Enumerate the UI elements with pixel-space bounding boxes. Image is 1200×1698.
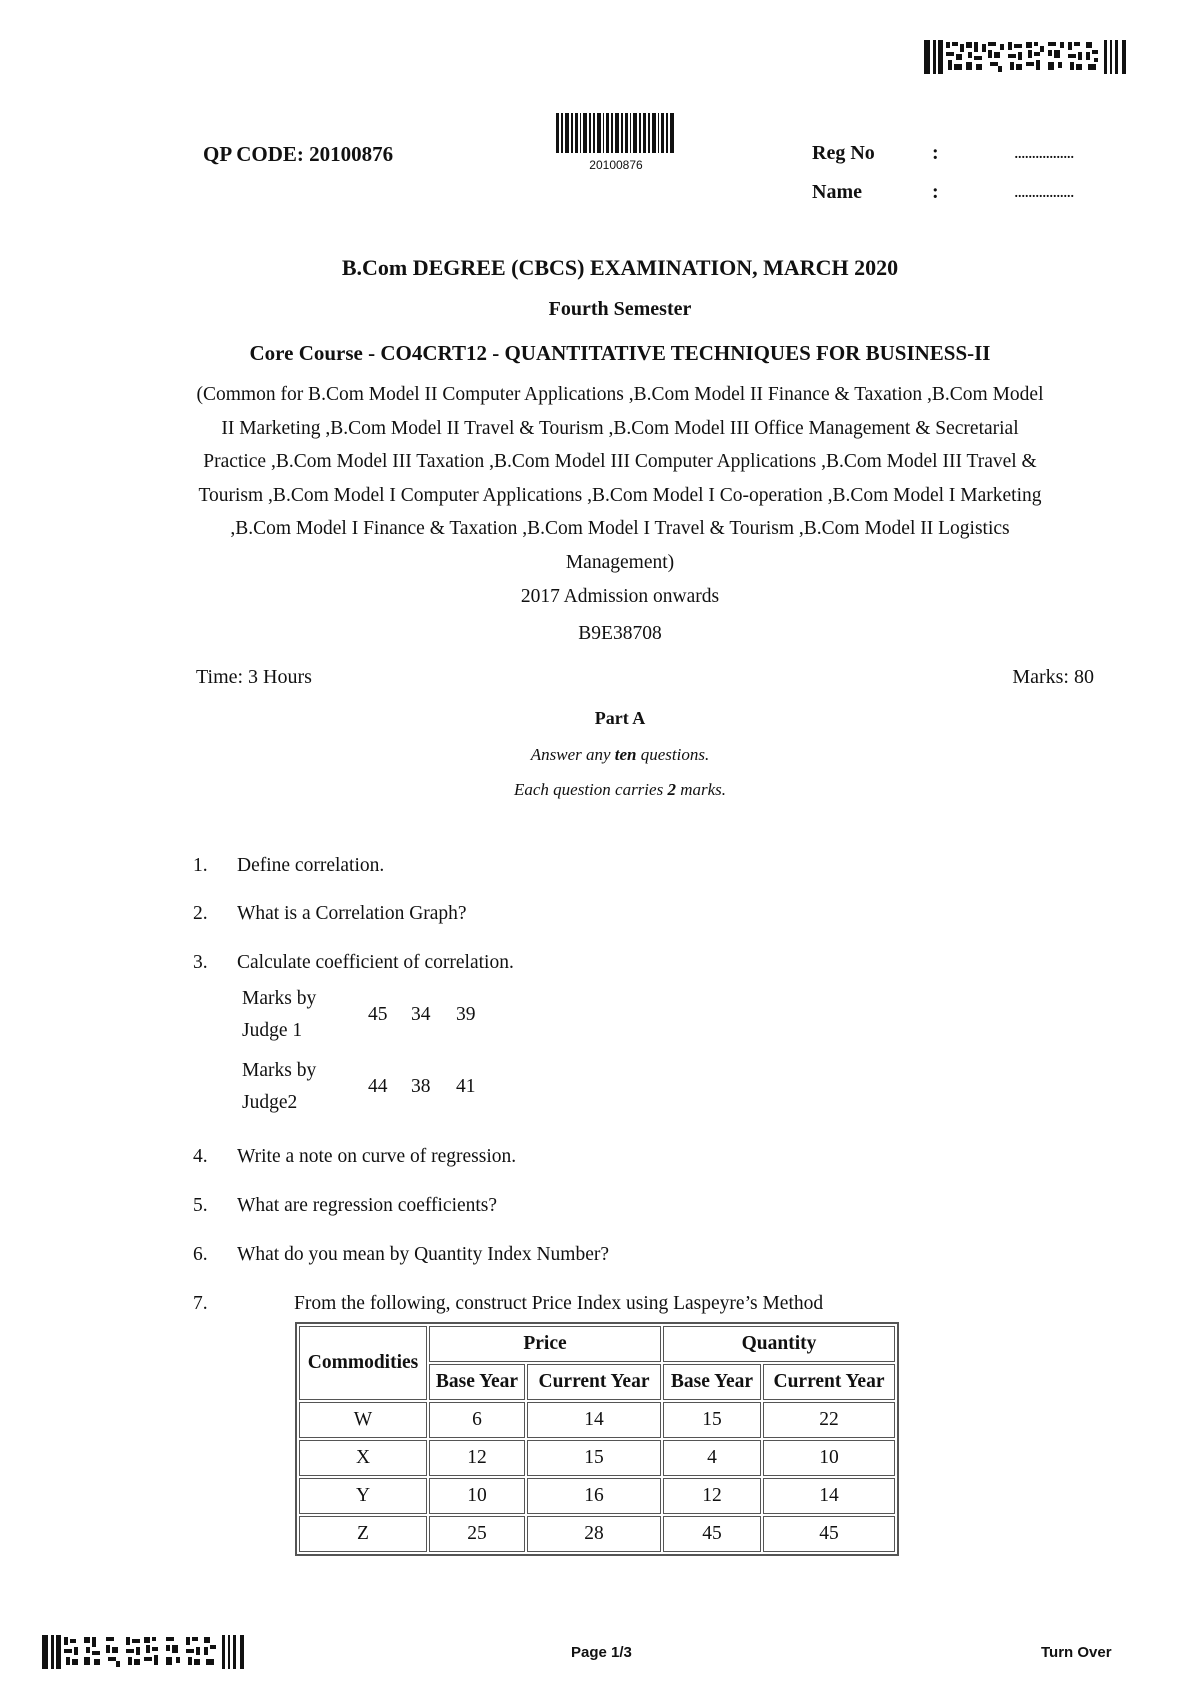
table-cell: 45	[763, 1516, 895, 1552]
turn-over: Turn Over	[1041, 1644, 1112, 1661]
question-number: 7.	[193, 1293, 208, 1314]
course-title: Core Course - CO4CRT12 - QUANTITATIVE TECHNIQUES FOR BUSINESS-II	[249, 341, 991, 365]
instruction-bold: 2	[667, 780, 676, 799]
paper-code: B9E38708	[578, 623, 662, 644]
time-allowed: Time: 3 Hours	[196, 666, 312, 688]
page-number: Page 1/3	[571, 1644, 632, 1661]
table-row	[299, 1478, 895, 1514]
label-line: Marks by	[242, 988, 317, 1009]
question-text: Calculate coefficient of correlation.	[237, 952, 514, 973]
question-text: What do you mean by Quantity Index Number?	[237, 1244, 610, 1265]
header-current-year: Current Year	[763, 1364, 895, 1400]
common-for-line: Management)	[565, 551, 675, 573]
table-cell: 14	[763, 1478, 895, 1514]
table-cell: 12	[429, 1440, 525, 1476]
table-cell: 6	[429, 1402, 525, 1438]
question-text: What are regression coefficients?	[237, 1195, 498, 1216]
table-cell: 28	[527, 1516, 661, 1552]
marks-cell: 39	[456, 1004, 476, 1025]
top-right-barcode	[924, 40, 1128, 74]
header-base-year: Base Year	[429, 1364, 525, 1400]
question-number: 6.	[193, 1244, 208, 1265]
instruction-text: Each question carries	[513, 780, 668, 799]
marks-cell: 44	[368, 1076, 388, 1097]
table-cell: 25	[429, 1516, 525, 1552]
reg-no-value: .................	[1014, 142, 1074, 162]
table-cell: W	[299, 1402, 427, 1438]
table-cell: 15	[527, 1440, 661, 1476]
table-cell: Z	[299, 1516, 427, 1552]
header-current-year: Current Year	[527, 1364, 661, 1400]
instruction-text: Answer any	[530, 745, 615, 764]
instruction-text: marks.	[675, 780, 726, 799]
common-for-line: ,B.Com Model I Finance & Taxation ,B.Com Model I Travel & Tourism ,B.Com Model II Logistics	[230, 518, 1010, 539]
exam-title: B.Com DEGREE (CBCS) EXAMINATION, MARCH 2020	[341, 255, 899, 280]
question-number: 1.	[193, 855, 208, 876]
question-number: 4.	[193, 1146, 208, 1167]
common-for	[150, 378, 1090, 579]
table-row	[299, 1516, 895, 1552]
table-row	[299, 1440, 895, 1476]
common-for-line: Practice ,B.Com Model III Taxation ,B.Com Model III Computer Applications ,B.Com Model III Travel &	[203, 451, 1037, 472]
admission: 2017 Admission onwards	[520, 586, 720, 607]
reg-no-label: Reg No	[812, 142, 875, 164]
name-value: .................	[1014, 181, 1074, 201]
table-cell: X	[299, 1440, 427, 1476]
table-cell: 15	[663, 1402, 761, 1438]
table-cell: 45	[663, 1516, 761, 1552]
header-base-year: Base Year	[663, 1364, 761, 1400]
table-row	[299, 1402, 895, 1438]
qp-code: QP CODE: 20100876	[203, 142, 394, 166]
table-cell: 10	[429, 1478, 525, 1514]
instruction-2	[150, 780, 1090, 800]
common-for-line: II Marketing ,B.Com Model II Travel & Tourism ,B.Com Model III Office Management & Secretarial	[221, 417, 1019, 439]
instruction-text: questions.	[636, 745, 710, 764]
question-number: 2.	[193, 903, 208, 924]
common-for-line: (Common for B.Com Model II Computer Applications ,B.Com Model II Finance & Taxation ,B.Com Model	[196, 384, 1044, 405]
header-quantity: Quantity	[663, 1326, 895, 1362]
table-cell: 16	[527, 1478, 661, 1514]
name-label: Name	[812, 181, 862, 203]
instruction-1	[150, 745, 1090, 765]
bottom-left-barcode	[42, 1635, 246, 1669]
label-line: Judge 1	[242, 1020, 303, 1041]
part-heading: Part A	[594, 708, 646, 728]
total-marks: Marks: 80	[1012, 666, 1094, 688]
table-cell: 22	[763, 1402, 895, 1438]
marks-row-label	[242, 1055, 342, 1119]
question-text: From the following, construct Price Index using Laspeyre’s Method	[294, 1293, 824, 1314]
marks-cell: 45	[368, 1004, 388, 1025]
table-header-row	[299, 1326, 895, 1362]
table-cell: 14	[527, 1402, 661, 1438]
semester: Fourth Semester	[548, 298, 692, 320]
qp-barcode-number: 20100876	[589, 158, 643, 172]
marks-cell: 41	[456, 1076, 476, 1097]
question-text: Write a note on curve of regression.	[237, 1146, 517, 1167]
qp-barcode	[556, 113, 676, 153]
table-cell: 10	[763, 1440, 895, 1476]
label-line: Marks by	[242, 1060, 317, 1081]
header-price: Price	[429, 1326, 661, 1362]
table-cell: 4	[663, 1440, 761, 1476]
marks-row-label	[242, 983, 342, 1047]
marks-cell: 38	[411, 1076, 431, 1097]
table-cell: Y	[299, 1478, 427, 1514]
question-text: What is a Correlation Graph?	[237, 903, 467, 924]
question-number: 3.	[193, 952, 208, 973]
question-text: Define correlation.	[237, 855, 385, 876]
price-quantity-table	[295, 1322, 899, 1556]
instruction-bold: ten	[614, 745, 637, 764]
marks-cell: 34	[411, 1004, 431, 1025]
reg-no-colon: :	[932, 142, 939, 164]
table-cell: 12	[663, 1478, 761, 1514]
header-commodities: Commodities	[299, 1326, 427, 1400]
question-number: 5.	[193, 1195, 208, 1216]
common-for-line: Tourism ,B.Com Model I Computer Applications ,B.Com Model I Co-operation ,B.Com Model I Marketing	[198, 484, 1042, 506]
name-colon: :	[932, 181, 939, 203]
label-line: Judge2	[242, 1092, 298, 1113]
